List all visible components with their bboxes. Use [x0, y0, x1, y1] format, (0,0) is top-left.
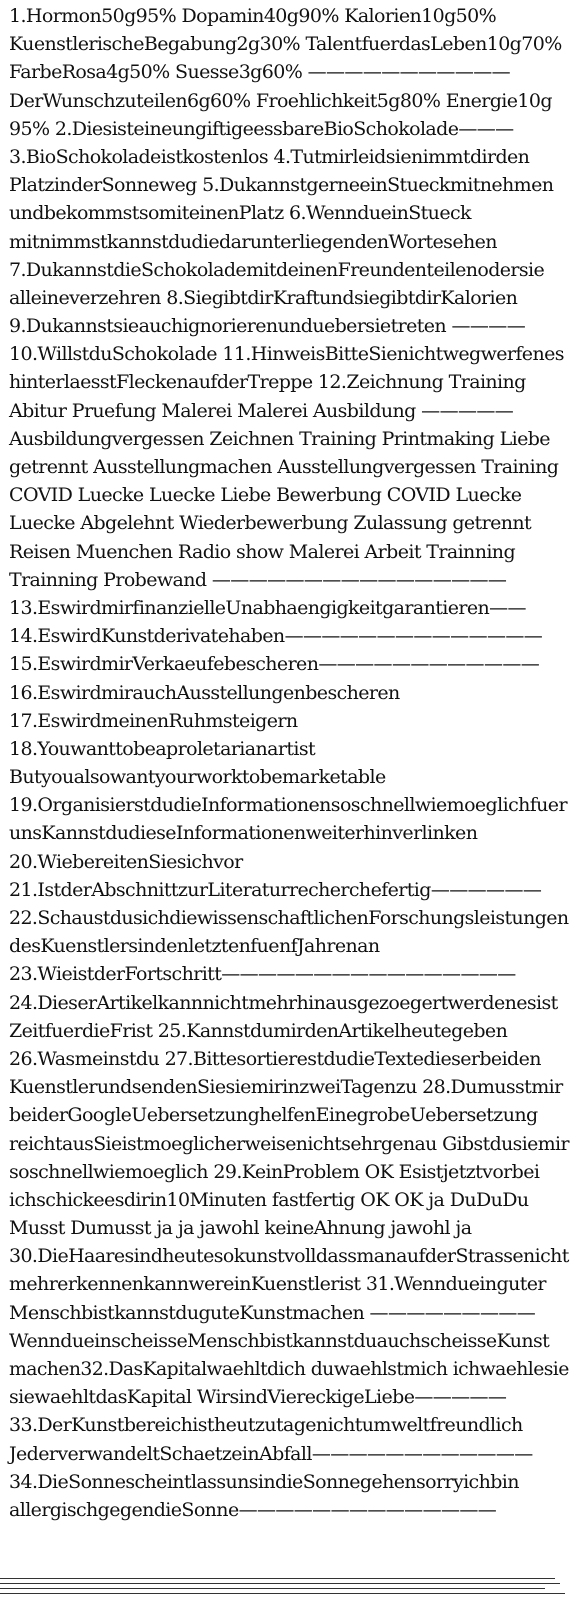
text-line: 1.Hormon50g95% Dopamin40g90% Kalorien10g50%	[9, 5, 497, 27]
text-line: 7.DukannstdieSchokolademitdeinenFreundenteilenodersie	[9, 258, 545, 281]
text-line: ZeitfuerdieFrist 25.KannstdumirdenArtikelheutegeben	[9, 1019, 508, 1042]
text-line: desKuenstlersindenletztenfuenfJahrenan	[9, 935, 380, 958]
text-line: mitnimmstkannstdudiedarunterliegendenWortesehen	[9, 230, 497, 253]
text-line: JederverwandeltSchaetzeinAbfall————————————	[9, 1442, 533, 1465]
text-line: MenschbistkannstduguteKunstmachen —————————	[9, 1301, 536, 1324]
text-line: 95% 2.DiesisteineungiftigeessbareBioSchokolade———	[9, 117, 514, 140]
text-line: 9.Dukannstsieauchignorierenunduebersietreten ————	[9, 315, 526, 338]
text-line: COVID Luecke Luecke Liebe Bewerbung COVID Luecke	[9, 484, 522, 507]
text-line: 16.EswirdmirauchAusstellungenbescheren	[9, 681, 400, 704]
text-line: machen32.DasKapitalwaehltdich duwaehlstmich ichwaehlesie	[9, 1358, 569, 1380]
text-line: KuenstlerundsendenSiesiemirinzweiTagenzu 28.Dumusstmir	[9, 1076, 563, 1099]
text-line: 30.DieHaaresindheutesokunstvolldassmanaufderStrassenicht	[9, 1245, 569, 1268]
text-line: undbekommstsomiteinenPlatz 6.WenndueinStueck	[9, 202, 471, 225]
text-line: Reisen Muenchen Radio show Malerei Arbeit Trainning	[9, 540, 516, 563]
text-line: 18.Youwanttobeaproletarianartist	[9, 737, 316, 760]
text-line: reichtausSieistmoeglicherweisenichtsehrgenau Gibstdusiemir	[9, 1132, 569, 1155]
text-line: Musst Dumusst ja ja jawohl keineAhnung jawohl ja	[9, 1217, 472, 1240]
text-line: WenndueinscheisseMenschbistkannstduauchscheisseKunst	[9, 1329, 550, 1352]
text-line: unsKannstdudieseInformationenweiterhinverlinken	[9, 822, 478, 845]
text-line: 13.EswirdmirfinanzielleUnabhaengigkeitgarantieren——	[9, 596, 526, 619]
text-line: Butyoualsowantyourworktobemarketable	[9, 766, 386, 789]
rule-line	[0, 1593, 565, 1594]
text-line: 23.WieistderFortschritt————————————————	[9, 963, 516, 986]
text-line: hinterlaesstFleckenaufderTreppe 12.Zeichnung Training	[9, 371, 526, 394]
text-line: Trainning Probewand ————————————————	[9, 568, 507, 591]
rule-line	[0, 1588, 545, 1589]
footer-rules	[0, 1578, 578, 1600]
text-line: DerWunschzuteilen6g60% Froehlichkeit5g80% Energie10g	[9, 89, 552, 112]
text-line: getrennt Ausstellungmachen Ausstellungvergessen Training	[9, 456, 559, 478]
text-line: Luecke Abgelehnt Wiederbewerbung Zulassung getrennt	[9, 512, 532, 535]
text-line: alleineverzehren 8.SiegibtdirKraftundsiegibtdirKalorien	[9, 286, 518, 309]
text-line: 20.WiebereitenSiesichvor	[9, 850, 243, 873]
rule-line	[0, 1578, 555, 1579]
text-line: FarbeRosa4g50% Suesse3g60% ———————————	[9, 61, 511, 84]
text-line: 21.IstderAbschnittzurLiteraturrecherchefertig——————	[9, 878, 542, 901]
text-line: 26.Wasmeinstdu 27.BittesortierestdudieTextedieserbeiden	[9, 1047, 541, 1070]
text-line: ichschickeesdirin10Minuten fastfertig OK OK ja DuDuDu	[9, 1188, 529, 1211]
text-line: siewaehltdasKapital WirsindViereckigeLiebe—————	[9, 1386, 507, 1409]
text-line: KuenstlerischeBegabung2g30% TalentfuerdasLeben10g70%	[9, 33, 562, 56]
text-line: soschnellwiemoeglich 29.KeinProblem OK Esistjetztvorbei	[9, 1160, 540, 1183]
text-line: 17.EswirdmeinenRuhmsteigern	[9, 709, 298, 732]
text-line: mehrerkennenkannwereinKuenstlerist 31.Wenndueinguter	[9, 1273, 546, 1296]
text-line: 33.DerKunstbereichistheutzutagenichtumweltfreundlich	[9, 1414, 523, 1437]
text-line: 22.SchaustdusichdiewissenschaftlichenForschungsleistungen	[9, 907, 569, 929]
text-line: 15.EswirdmirVerkaeufebescheren————————————	[9, 653, 540, 676]
text-line: allergischgegendieSonne——————————————	[9, 1498, 497, 1521]
text-line: Ausbildungvergessen Zeichnen Training Printmaking Liebe	[9, 427, 550, 450]
poem-text-block	[9, 2, 569, 1524]
text-line: 3.BioSchokoladeistkostenlos 4.Tutmirleidsienimmtdirden	[9, 145, 530, 168]
text-line: 14.EswirdKunstderivatehaben——————————————	[9, 625, 543, 648]
text-line: PlatzinderSonneweg 5.DukannstgerneeinStueckmitnehmen	[9, 174, 554, 197]
rule-line	[0, 1583, 560, 1584]
text-line: 34.DieSonnescheintlassunsindieSonnegehensorryichbin	[9, 1470, 519, 1493]
text-line: Abitur Pruefung Malerei Malerei Ausbildung —————	[9, 399, 514, 422]
text-line: 19.OrganisierstdudieInformationensoschnellwiemoeglichfuer	[9, 794, 567, 817]
text-line: beiderGoogleUebersetzunghelfenEinegrobeUebersetzung	[9, 1104, 538, 1127]
text-line: 10.WillstduSchokolade 11.HinweisBitteSienichtwegwerfenes	[9, 343, 564, 366]
text-line: 24.DieserArtikelkannnichtmehrhinausgezoegertwerdenesist	[9, 991, 558, 1014]
